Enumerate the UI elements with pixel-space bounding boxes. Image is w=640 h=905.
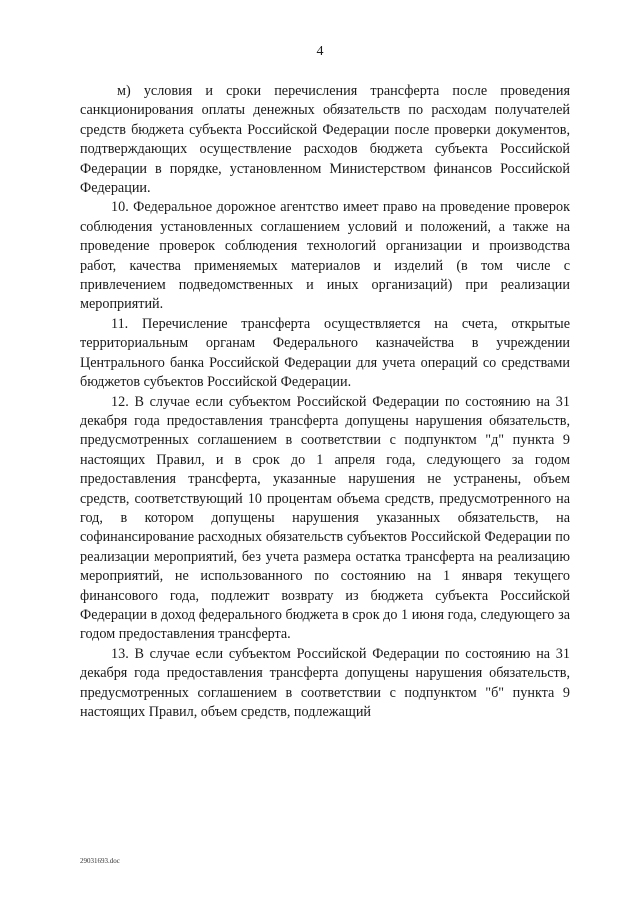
paragraph-12: 12. В случае если субъектом Российской Федерации по состоянию на 31 декабря года предоставления трансферта допущены нарушения обязательств, предусмотренных соглашением в соответствии с подпунктом "д" пункта 9 настоящих Правил, и в срок до 1 апреля года, следующего за годом предоставления трансферта, указанные нарушения не устранены, объем средств, соответствующий 10 процентам объема средств, предусмотренного на год, в котором допущены нарушения указанных обязательств, на софинансирование расходных обязательств субъектов Российской Федерации по реализации мероприятий, без учета размера остатка трансферта на реализацию мероприятий, не использованного по состоянию на 1 января текущего финансового года, подлежит возврату из бюджета субъекта Российской Федерации в доход федерального бюджета в срок до 1 июня года, следующего за годом предоставления трансферта. [80,393,570,643]
paragraph-11: 11. Перечисление трансферта осуществляется на счета, открытые территориальным органам Федерального казначейства в учреждении Центрального банка Российской Федерации для учета операций со средствами бюджетов субъектов Российской Федерации. [80,315,570,391]
paragraph-subitem-m: м) условия и сроки перечисления трансферта после проведения санкционирования оплаты денежных обязательств по расходам получателей средств бюджета субъекта Российской Федерации после проверки документов, подтверждающих осуществление расходов бюджета субъекта Российской Федерации в порядке, установленном Министерством финансов Российской Федерации. [80,83,570,197]
document-body [80,82,570,722]
paragraph-13: 13. В случае если субъектом Российской Федерации по состоянию на 31 декабря года предоставления трансферта допущены нарушения обязательств, предусмотренных соглашением в соответствии с подпунктом "б" пункта 9 настоящих Правил, объем средств, подлежащий [80,645,570,720]
document-footer-code: 29031693.doc [80,857,120,865]
paragraph-10: 10. Федеральное дорожное агентство имеет право на проведение проверок соблюдения установленных соглашением условий и положений, а также на проведение проверок соблюдения технологий организации и производства работ, качества применяемых материалов и изделий (в том числе с привлечением подведомственных и иных организаций) при реализации мероприятий. [80,199,570,313]
page-number: 4 [316,44,324,59]
